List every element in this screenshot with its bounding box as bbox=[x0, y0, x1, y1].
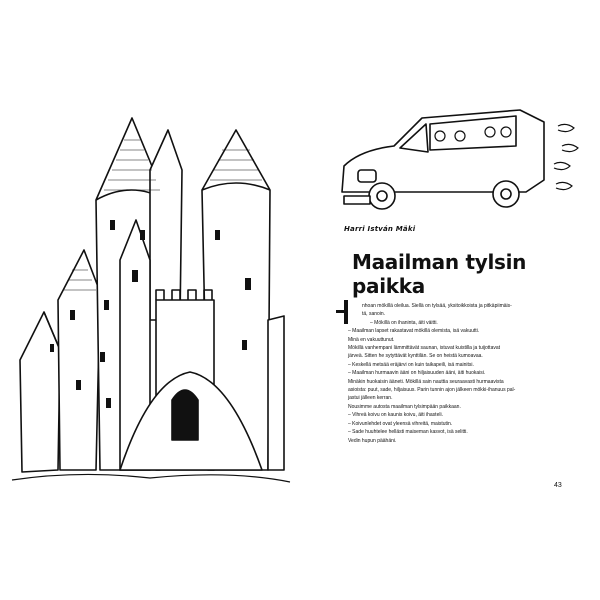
text-line: – Maailman lapset rakastavat mökillä olemista, isä vakuutti. bbox=[348, 328, 480, 335]
text-line: – Maailman hurmaavin ääni on hiljaisuuden ääni, äiti huokaisi. bbox=[348, 370, 486, 377]
text-line: asioista: puut, sade, hiljaisuus. Parin tunnin ajon jälkeen mökki-ihanuus pal- bbox=[348, 387, 516, 394]
text-line: Vedin hupun päähäni. bbox=[348, 437, 397, 444]
car-illustration bbox=[330, 100, 590, 220]
text-line: Minäkin huokaisin ääneti. Mökillä sain nauttia seuraavasti hurmaavista bbox=[348, 378, 504, 385]
text-line: – Vihreä koivu on kaunis koivu, äiti ihasteli. bbox=[348, 412, 443, 419]
text-line: Minä en vakuuttunut. bbox=[348, 336, 395, 343]
text-line: Nousimme autosta maailman tylsimpään paikkaan. bbox=[348, 403, 461, 410]
story-text bbox=[348, 302, 558, 445]
text-line: järveä. Sitten he sytyttävät kynttilän. Se on heistä kumoavaa. bbox=[348, 353, 483, 360]
text-line: jastui jälleen kerran. bbox=[348, 395, 393, 402]
text-line: tä, sanoin. bbox=[362, 311, 386, 318]
text-line: Mökillä vanhempani lämmittävät saunan, istuvat kuistilla ja tuijottavat bbox=[348, 345, 501, 352]
illustration-credit: Harri István Mäki bbox=[344, 225, 416, 233]
text-line: nhoan mökillä oleilua. Siellä on tylsää, yksitoikkoista ja pitkäpiimäis- bbox=[362, 303, 512, 309]
text-line: – Koivunlehdet ovat yleensä vihreitä, maistutin. bbox=[348, 420, 453, 427]
page-number: 43 bbox=[554, 482, 562, 489]
text-line: – Keskellä metsää eräjärvi on kuin taikapeili, isä mainitsi. bbox=[348, 361, 474, 368]
dropcap-dash-icon bbox=[336, 300, 348, 324]
text-line: – Sade huuhtelee hellästi maiseman kasvot, isä selitti. bbox=[348, 429, 468, 436]
story-title: Maailman tylsin paikka bbox=[352, 250, 527, 298]
text-line: – Mökillä on ihaninta, äiti väitti. bbox=[370, 319, 438, 326]
